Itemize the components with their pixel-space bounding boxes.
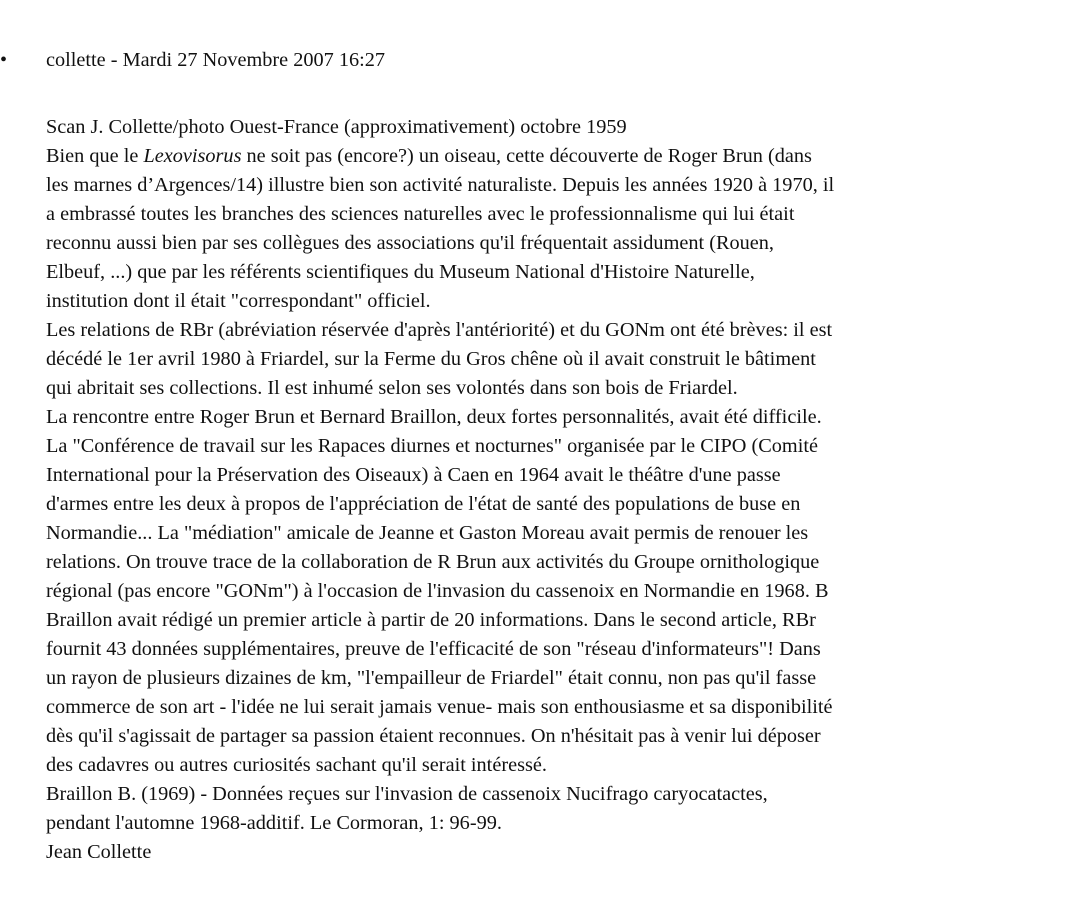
reference-line: pendant l'automne 1968-additif. Le Cormoran, 1: 96-99. [46,812,502,834]
paragraph-line: institution dont il était "correspondant" officiel. [46,290,431,312]
paragraph-line: La rencontre entre Roger Brun et Bernard Braillon, deux fortes personnalités, avait été difficile. [46,406,822,428]
signature: Jean Collette [46,841,152,863]
paragraph-line: qui abritait ses collections. Il est inhumé selon ses volontés dans son bois de Friardel. [46,377,738,399]
photo-caption: Scan J. Collette/photo Ouest-France (approximativement) octobre 1959 [46,116,627,138]
paragraph-line [46,142,1066,171]
paragraph-line: d'armes entre les deux à propos de l'appréciation de l'état de santé des populations de buse en [46,493,801,515]
paragraph-line: a embrassé toutes les branches des sciences naturelles avec le professionnalisme qui lui était [46,203,795,225]
paragraph-line: fournit 43 données supplémentaires, preuve de l'efficacité de son "réseau d'informateurs"! Dans [46,638,821,660]
paragraph-line: commerce de son art - l'idée ne lui serait jamais venue- mais son enthousiasme et sa disponibilité [46,696,833,718]
paragraph-line: reconnu aussi bien par ses collègues des associations qu'il fréquentait assidument (Rouen, [46,232,774,254]
comment-body [46,113,1066,867]
reference-line: Braillon B. (1969) - Données reçues sur l'invasion de cassenoix Nucifrago caryocatactes, [46,783,768,805]
paragraph-line: dès qu'il s'agissait de partager sa passion étaient reconnues. On n'hésitait pas à venir lui déposer [46,725,821,747]
paragraph-line: régional (pas encore "GONm") à l'occasion de l'invasion du cassenoix en Normandie en 1968. B [46,580,829,602]
species-name: Lexovisorus [143,145,242,167]
paragraph-line: La "Conférence de travail sur les Rapaces diurnes et nocturnes" organisée par le CIPO (Comité [46,435,818,457]
paragraph-line: les marnes d’Argences/14) illustre bien son activité naturaliste. Depuis les années 1920 à 1970, il [46,174,835,196]
paragraph-line: International pour la Préservation des Oiseaux) à Caen en 1964 avait le théâtre d'une passe [46,464,781,486]
paragraph-line: décédé le 1er avril 1980 à Friardel, sur la Ferme du Gros chêne où il avait construit le bâtiment [46,348,816,370]
comment-header: collette - Mardi 27 Novembre 2007 16:27 [46,49,386,71]
paragraph-line: un rayon de plusieurs dizaines de km, "l'empailleur de Friardel" était connu, non pas qu'il fasse [46,667,817,689]
bullet-icon: • [0,49,8,71]
paragraph-line: Braillon avait rédigé un premier article à partir de 20 informations. Dans le second article, RBr [46,609,816,631]
paragraph-line: Normandie... La "médiation" amicale de Jeanne et Gaston Moreau avait permis de renouer les [46,522,809,544]
paragraph-line: relations. On trouve trace de la collaboration de R Brun aux activités du Groupe ornithologique [46,551,820,573]
paragraph-line: des cadavres ou autres curiosités sachant qu'il serait intéressé. [46,754,547,776]
text-run: ne soit pas (encore?) un oiseau, cette découverte de Roger Brun (dans [241,145,812,167]
text-run: Bien que le [46,145,144,167]
paragraph-line: Les relations de RBr (abréviation réservée d'après l'antériorité) et du GONm ont été brèves: il est [46,319,833,341]
paragraph-line: Elbeuf, ...) que par les référents scientifiques du Museum National d'Histoire Naturelle, [46,261,755,283]
